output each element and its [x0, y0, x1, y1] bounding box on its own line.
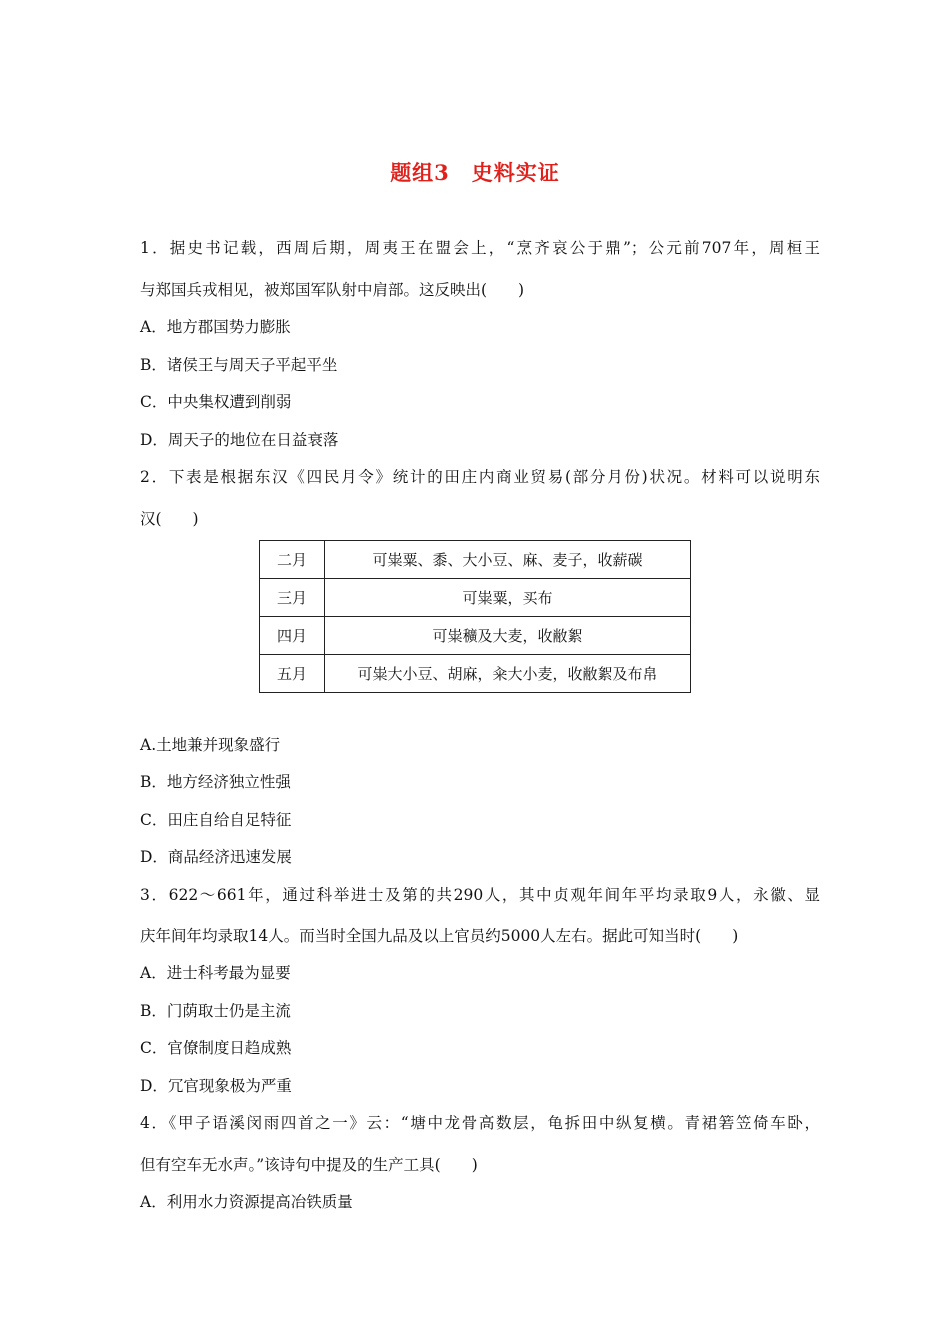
- table-cell-month: 四月: [260, 617, 325, 655]
- table-cell-month: 三月: [260, 579, 325, 617]
- q2-option-a: A.土地兼并现象盛行: [140, 736, 281, 754]
- table-cell-content: 可粜大小豆、胡麻，籴大小麦，收敝絮及布帛: [325, 655, 691, 693]
- q2-option-b: B．地方经济独立性强: [140, 773, 291, 791]
- q3-stem-line2: 庆年间年均录取14人。而当时全国九品及以上官员约5000人左右。据此可知当时( ): [140, 927, 739, 945]
- q1-stem-line2: 与郑国兵戎相见，被郑国军队射中肩部。这反映出( ): [140, 281, 525, 299]
- q2-option-d: D．商品经济迅速发展: [140, 848, 292, 866]
- table-cell-content: 可粜粟、黍、大小豆、麻、麦子，收薪碳: [325, 541, 691, 579]
- table-cell-content: 可粜穬及大麦，收敝絮: [325, 617, 691, 655]
- q2-stem-line2: 汉( ): [140, 510, 199, 528]
- q4-stem-line1: 4．《甲子语溪闵雨四首之一》云：“塘中龙骨高数层，龟拆田中纵复横。青裙箬笠倚车卧，: [140, 1114, 820, 1132]
- page-title: 题组3 史料实证: [390, 160, 560, 185]
- table-cell-month: 五月: [260, 655, 325, 693]
- q1-option-d: D．周天子的地位在日益衰落: [140, 431, 339, 449]
- q3-stem-line1: 3．622～661年，通过科举进士及第的共290人，其中贞观年间年平均录取9人，永徽、显: [140, 886, 820, 904]
- q3-option-d: D．冗官现象极为严重: [140, 1077, 292, 1095]
- q4-option-a: A．利用水力资源提高冶铁质量: [140, 1193, 353, 1211]
- q1-option-a: A．地方郡国势力膨胀: [140, 318, 291, 336]
- table-row: [260, 617, 691, 655]
- q3-option-c: C．官僚制度日趋成熟: [140, 1039, 292, 1057]
- q3-option-b: B．门荫取士仍是主流: [140, 1002, 291, 1020]
- table-cell-month: 二月: [260, 541, 325, 579]
- q1-option-b: B．诸侯王与周天子平起平坐: [140, 356, 338, 374]
- q3-option-a: A．进士科考最为显要: [140, 964, 291, 982]
- table-cell-content: 可粜粟，买布: [325, 579, 691, 617]
- q2-option-c: C．田庄自给自足特征: [140, 811, 292, 829]
- q1-stem-line1: 1．据史书记载，西周后期，周夷王在盟会上，“烹齐哀公于鼎”；公元前707年，周桓王: [140, 239, 820, 257]
- q1-option-c: C．中央集权遭到削弱: [140, 393, 292, 411]
- table-row: [260, 541, 691, 579]
- table-row: [260, 655, 691, 693]
- q4-stem-line2: 但有空车无水声。”该诗句中提及的生产工具( ): [140, 1156, 478, 1174]
- trade-table: [259, 540, 691, 693]
- q2-stem-line1: 2．下表是根据东汉《四民月令》统计的田庄内商业贸易(部分月份)状况。材料可以说明东: [140, 468, 820, 486]
- table-row: [260, 579, 691, 617]
